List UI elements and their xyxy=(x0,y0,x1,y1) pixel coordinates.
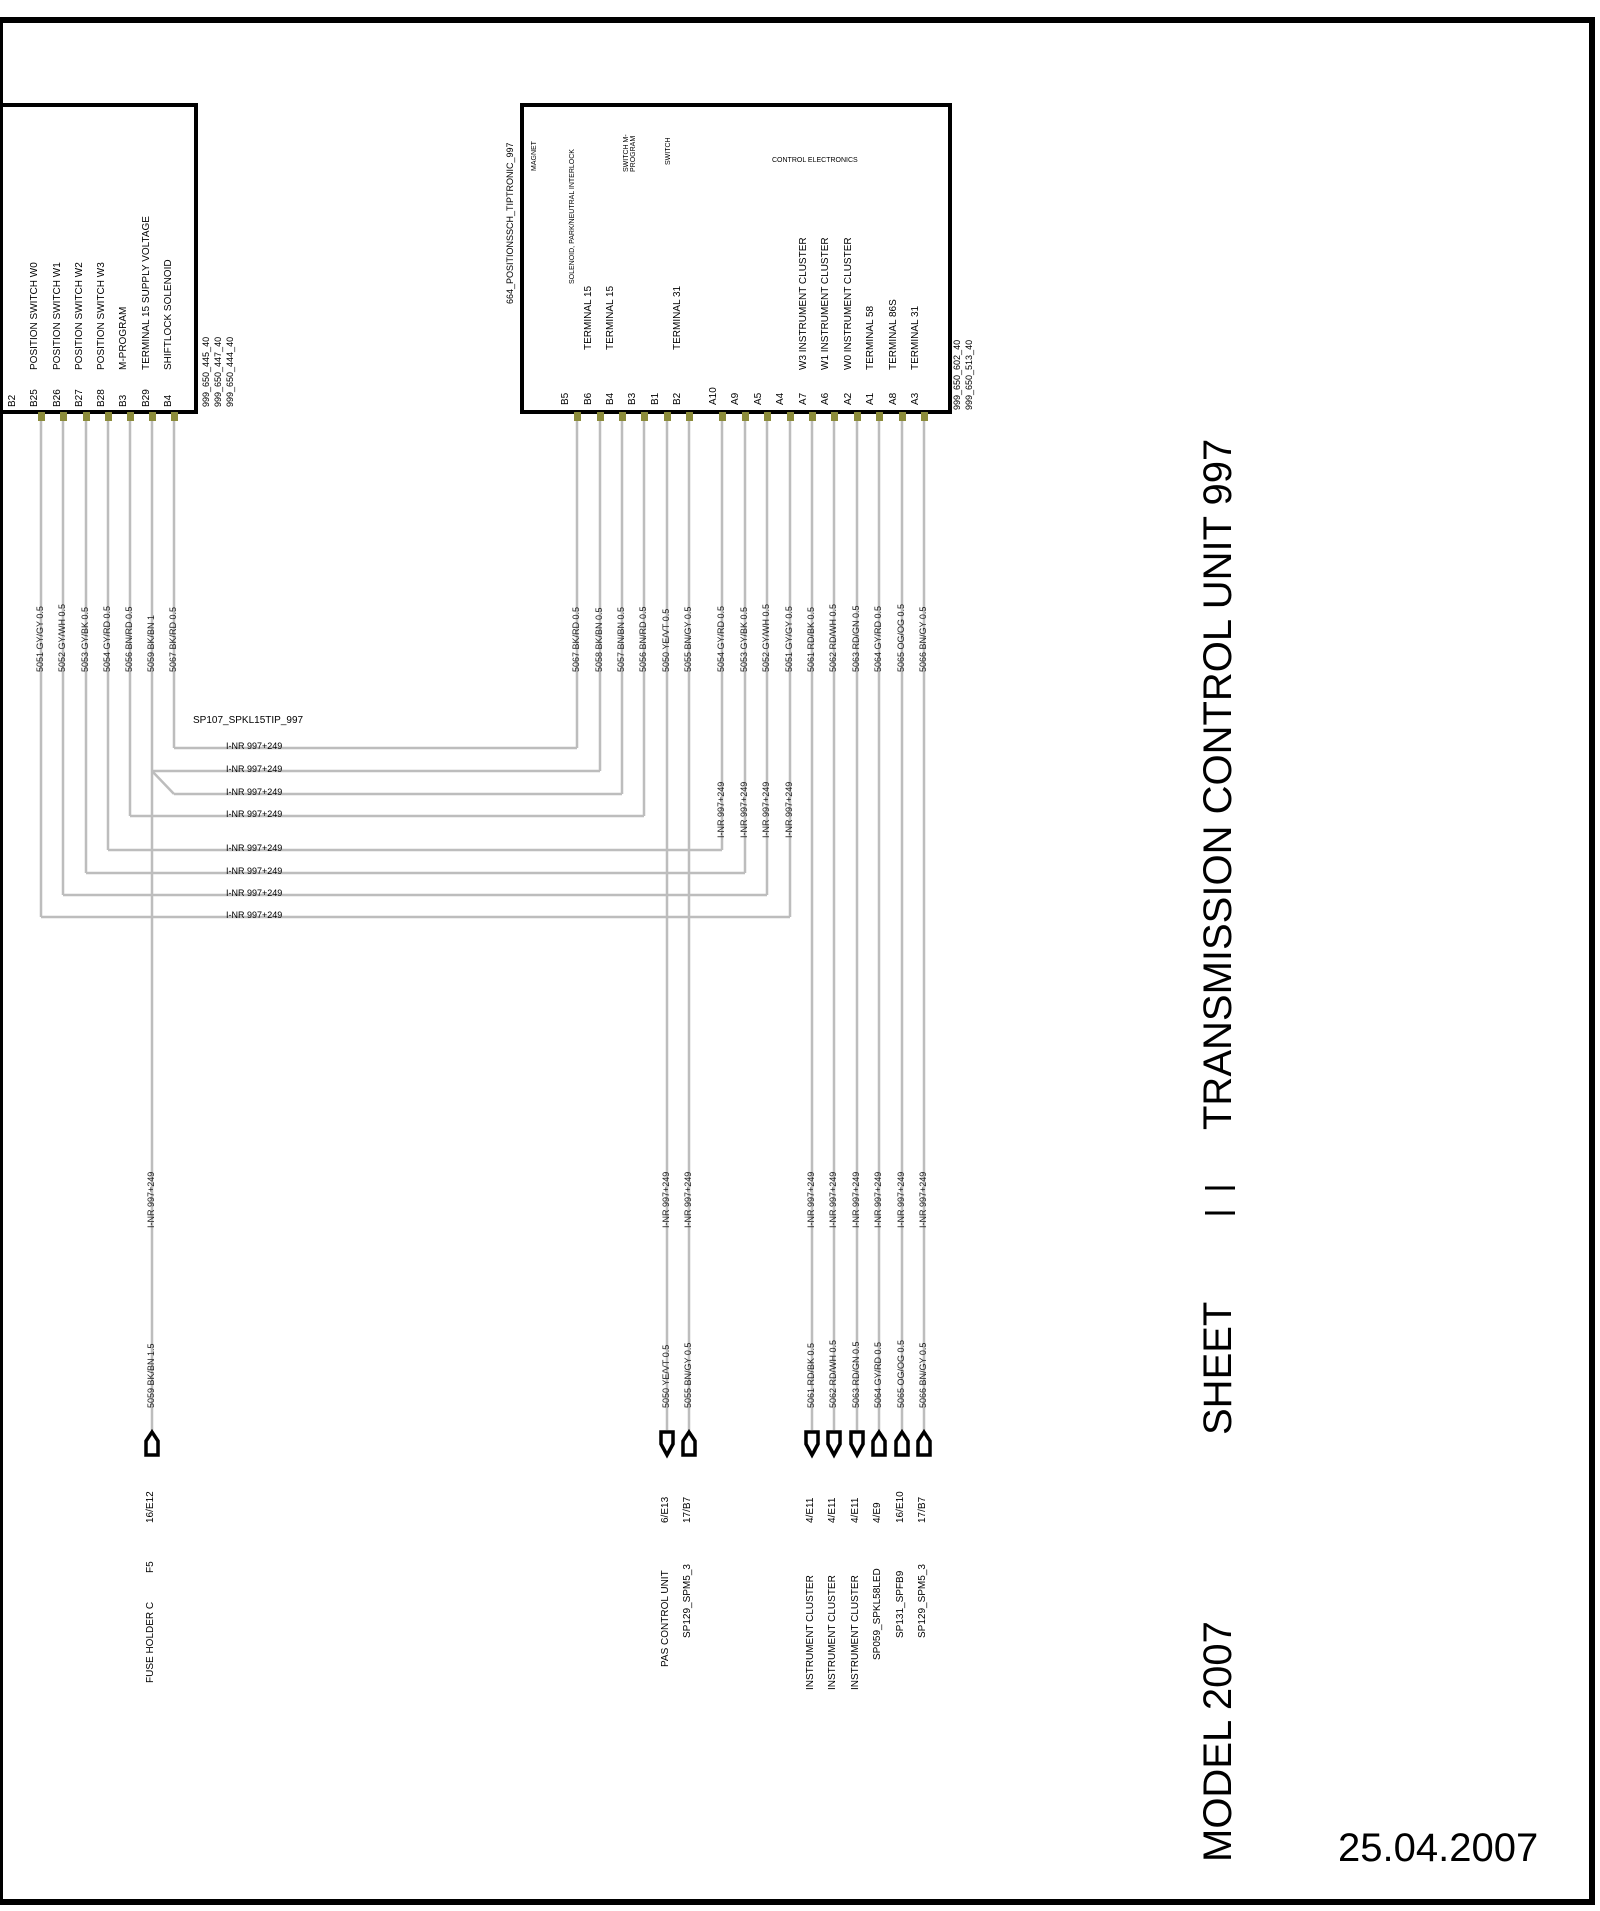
connector-up-sp059 xyxy=(873,1432,885,1455)
wire-label: 5053 GY/BK 0.5 xyxy=(80,606,90,672)
inr-vertical-label: I-NR 997+249 xyxy=(146,1171,156,1228)
bottom-wire-label: 5064 GY/RD 0.5 xyxy=(873,1341,883,1408)
connector-ref: 4/E11 xyxy=(805,1497,816,1523)
wire-runs xyxy=(41,418,924,1430)
right-pin-b1: B1 xyxy=(650,392,661,405)
left-part-number-2: 999_650_447_40 xyxy=(213,336,223,407)
wire-label: 5064 GY/RD 0.5 xyxy=(873,605,883,672)
left-signal-w0: POSITION SWITCH W0 xyxy=(29,262,40,370)
wire-label: 5067 BK/RD 0.5 xyxy=(168,606,178,672)
bottom-wire-label: 5066 BN/GY 0.5 xyxy=(918,1342,928,1408)
connector-ref: 4/E11 xyxy=(850,1497,861,1523)
wire-label: 5057 BN/BN 0.5 xyxy=(616,606,626,672)
destination-name: PAS CONTROL UNIT xyxy=(660,1570,671,1667)
destination-name: INSTRUMENT CLUSTER xyxy=(805,1575,816,1690)
inr-vertical-label: I-NR 997+249 xyxy=(851,1171,861,1228)
right-part-number-2: 999_650_513_40 xyxy=(964,339,974,410)
right-pin-a9: A9 xyxy=(730,392,741,405)
wire-label: 5051 GY/GY 0.5 xyxy=(35,606,45,672)
right-pin-b3: B3 xyxy=(627,392,638,405)
date-label: 25.04.2007 xyxy=(1338,1826,1539,1870)
right-pin-a3: A3 xyxy=(910,392,921,405)
connector-down-ic1 xyxy=(806,1432,818,1455)
wire-label: 5059 BK/BN 1 xyxy=(146,614,156,672)
inr-vertical-label: I-NR 997+249 xyxy=(828,1171,838,1228)
connector-ref: 6/E13 xyxy=(660,1496,671,1523)
right-pin-a10: A10 xyxy=(708,387,719,405)
right-pin-b4: B4 xyxy=(605,392,616,405)
right-component-box xyxy=(522,105,950,412)
destination-name: FUSE HOLDER C xyxy=(145,1601,156,1683)
connector-ref: 4/E11 xyxy=(827,1497,838,1523)
label-switch-mprogram: SWITCH M-PROGRAM xyxy=(623,134,637,172)
connector-symbols xyxy=(146,1432,930,1455)
connector-up-fuse xyxy=(146,1432,158,1455)
right-pin-a6: A6 xyxy=(820,392,831,405)
connector-up-sp129b xyxy=(918,1432,930,1455)
right-signal-terminal86s: TERMINAL 86S xyxy=(888,299,899,370)
wire-label: 5067 BK/RD 0.5 xyxy=(571,606,581,672)
wire-label: 5053 GY/BK 0.5 xyxy=(739,606,749,672)
sheet-frame xyxy=(0,20,1592,1902)
left-signal-w2: POSITION SWITCH W2 xyxy=(74,262,85,370)
right-signal-terminal15-b: TERMINAL 15 xyxy=(605,285,616,350)
inr-label: I-NR 997+249 xyxy=(226,866,283,876)
connector-ref: 16/E12 xyxy=(145,1491,156,1523)
right-pin-b2: B2 xyxy=(672,392,683,405)
right-pin-a5: A5 xyxy=(753,392,764,405)
right-pin-b5: B5 xyxy=(560,392,571,405)
right-part-number-1: 999_650_602_40 xyxy=(952,339,962,410)
wire-label: 5063 RD/GN 0.5 xyxy=(851,605,861,672)
inr-label: I-NR 997+249 xyxy=(226,787,283,797)
bottom-wire-label: 5062 RD/WH 0.5 xyxy=(828,1339,838,1408)
right-pin-a8: A8 xyxy=(888,392,899,405)
left-pin-1: B2 xyxy=(7,394,18,407)
connector-down-pas xyxy=(661,1432,673,1455)
destination-name: INSTRUMENT CLUSTER xyxy=(850,1575,861,1690)
wire-label: 5061 RD/BK 0.5 xyxy=(806,606,816,672)
right-pin-a4: A4 xyxy=(775,392,786,405)
right-pin-a7: A7 xyxy=(798,392,809,405)
inr-label: I-NR 997+249 xyxy=(226,888,283,898)
inr-label: I-NR 997+249 xyxy=(226,764,283,774)
right-component-name: 664_POSITIONSSCH_TIPTRONIC_997 xyxy=(505,142,515,304)
left-pin-8: B4 xyxy=(163,394,174,407)
bottom-wire-label: 5065 OG/OG 0.5 xyxy=(896,1339,906,1408)
wire-label: 5055 BN/GY 0.5 xyxy=(683,606,693,672)
wire-label: 5052 GY/WH 0.5 xyxy=(57,603,67,672)
wire-label: 5052 GY/WH 0.5 xyxy=(761,603,771,672)
destination-name: SP129_SPM5_3 xyxy=(682,1564,693,1638)
right-signal-terminal15-a: TERMINAL 15 xyxy=(583,285,594,350)
inr-vertical-label: I-NR 997+249 xyxy=(784,781,794,838)
right-signal-terminal31-b: TERMINAL 31 xyxy=(910,305,921,370)
right-signal-w3-cluster: W3 INSTRUMENT CLUSTER xyxy=(798,237,809,370)
inr-label: I-NR 997+249 xyxy=(226,843,283,853)
left-signal-w3: POSITION SWITCH W3 xyxy=(96,262,107,370)
inr-label: I-NR 997+249 xyxy=(226,910,283,920)
splice-stub xyxy=(152,771,174,794)
left-part-number-3: 999_650_444_40 xyxy=(225,336,235,407)
bottom-wire-label: 5055 BN/GY 0.5 xyxy=(683,1342,693,1408)
destination-name: SP129_SPM5_3 xyxy=(917,1564,928,1638)
connector-ref: 17/B7 xyxy=(682,1496,693,1523)
inr-vertical-label: I-NR 997+249 xyxy=(896,1171,906,1228)
right-signal-w1-cluster: W1 INSTRUMENT CLUSTER xyxy=(820,237,831,370)
connector-ref: 4/E9 xyxy=(872,1502,883,1523)
label-switch: SWITCH xyxy=(665,137,672,165)
left-part-number-1: 999_650_445_40 xyxy=(201,336,211,407)
label-solenoid: SOLENOID, PARK/NEUTRAL INTERLOCK xyxy=(569,149,576,284)
left-pin-5: B28 xyxy=(96,389,107,407)
sheet-label: SHEET xyxy=(1196,1301,1240,1435)
left-pin-7: B29 xyxy=(141,389,152,407)
right-signal-w0-cluster: W0 INSTRUMENT CLUSTER xyxy=(843,237,854,370)
wire-label: 5065 OG/OG 0.5 xyxy=(896,603,906,672)
right-pin-b6: B6 xyxy=(583,392,594,405)
diagram-title: TRANSMISSION CONTROL UNIT 997 xyxy=(1196,438,1240,1130)
wire-label: 5062 RD/WH 0.5 xyxy=(828,603,838,672)
wire-label: 5054 GY/RD 0.5 xyxy=(102,605,112,672)
left-signal-shiftlock: SHIFTLOCK SOLENOID xyxy=(163,259,174,370)
inr-vertical-label: I-NR 997+249 xyxy=(661,1171,671,1228)
inr-label: I-NR 997+249 xyxy=(226,809,283,819)
label-control-electronics: CONTROL ELECTRONICS xyxy=(772,157,858,164)
connector-ref: 17/B7 xyxy=(917,1496,928,1523)
left-pin-4: B27 xyxy=(74,389,85,407)
inr-vertical-label: I-NR 997+249 xyxy=(739,781,749,838)
wire-label: 5054 GY/RD 0.5 xyxy=(716,605,726,672)
wire-label: 5066 BN/GY 0.5 xyxy=(918,606,928,672)
right-pin-a1: A1 xyxy=(865,392,876,405)
left-signal-terminal15: TERMINAL 15 SUPPLY VOLTAGE xyxy=(141,216,152,370)
bottom-wire-label: 5059 BK/BN 1.5 xyxy=(146,1343,156,1408)
connector-ref: 16/E10 xyxy=(895,1491,906,1523)
connector-down-ic2 xyxy=(828,1432,840,1455)
wire-label: 5051 GY/GY 0.5 xyxy=(784,606,794,672)
left-signal-mprogram: M-PROGRAM xyxy=(118,306,129,370)
inr-vertical-label: I-NR 997+249 xyxy=(683,1171,693,1228)
connector-up-sp131 xyxy=(896,1432,908,1455)
label-magnet: MAGNET xyxy=(531,141,538,171)
destination-name: SP059_SPKL58LED xyxy=(872,1568,883,1660)
model-label: MODEL 2007 xyxy=(1196,1621,1240,1862)
sheet-number-glyph xyxy=(1205,1188,1235,1213)
inr-vertical-label: I-NR 997+249 xyxy=(761,781,771,838)
right-pin-a2: A2 xyxy=(843,392,854,405)
wire-label: 5056 BN/RD 0.5 xyxy=(638,606,648,672)
destination-name: INSTRUMENT CLUSTER xyxy=(827,1575,838,1690)
destination-name: SP131_SPFB9 xyxy=(895,1570,906,1638)
splice-label: SP107_SPKL15TIP_997 xyxy=(193,715,304,726)
bottom-wire-label: 5063 RD/GN 0.5 xyxy=(851,1341,861,1408)
inr-vertical-label: I-NR 997+249 xyxy=(806,1171,816,1228)
destination-extra: F5 xyxy=(145,1561,156,1573)
right-signal-terminal31-a: TERMINAL 31 xyxy=(672,285,683,350)
left-signal-w1: POSITION SWITCH W1 xyxy=(52,262,63,370)
wire-label: 5056 BN/RD 0.5 xyxy=(124,606,134,672)
inr-label: I-NR 997+249 xyxy=(226,741,283,751)
inr-vertical-label: I-NR 997+249 xyxy=(873,1171,883,1228)
connector-up-sp129 xyxy=(683,1432,695,1455)
wire-label: 5050 YE/VT 0.5 xyxy=(661,608,671,672)
left-pin-6: B3 xyxy=(118,394,129,407)
left-pin-3: B26 xyxy=(52,389,63,407)
right-signal-terminal58: TERMINAL 58 xyxy=(865,305,876,370)
connector-down-ic3 xyxy=(851,1432,863,1455)
wire-label: 5058 BK/BN 0.5 xyxy=(594,607,604,672)
bottom-wire-label: 5061 RD/BK 0.5 xyxy=(806,1342,816,1408)
left-pin-2: B25 xyxy=(29,389,40,407)
inr-vertical-label: I-NR 997+249 xyxy=(716,781,726,838)
inr-vertical-label: I-NR 997+249 xyxy=(918,1171,928,1228)
bottom-wire-label: 5050 YE/VT 0.5 xyxy=(661,1344,671,1408)
